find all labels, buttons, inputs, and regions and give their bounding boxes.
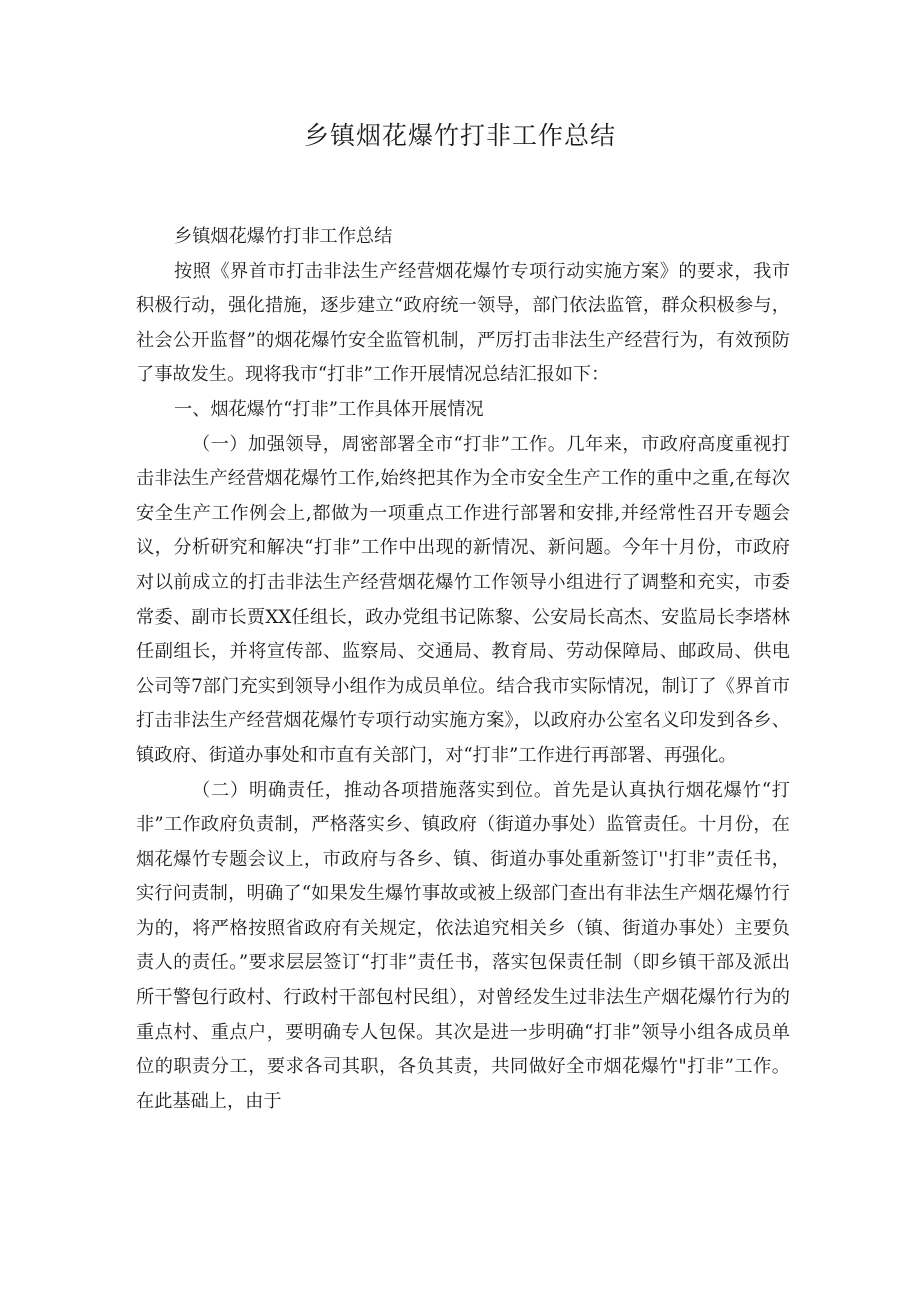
section-heading: 一、烟花爆竹“打非”工作具体开展情况 [174,398,484,420]
body-paragraph: （一）加强领导，周密部署全市“打非”工作。几年来，市政府高度重视打击非法生产经营烟花爆竹工作,始终把其作为全市安全生产工作的重中之重,在每次安全生产工作例会上,都做为一项重点工作进行部署和安排,并经常性召开专题会议，分析研究和解决“打非”工作中出现的新情况、新问题。今年十月份，市政府对以前成立的打击非法生产经营烟花爆竹工作领导小组进行了调整和充实，市委常委、副市长贾XX任组长，政办党组书记陈黎、公安局长高杰、安监局长李塔林任副组长，并将宣传部、监察局、交通局、教育局、劳动保障局、邮政局、供电公司等7部门充实到领导小组作为成员单位。结合我市实际情况，制订了《界首市打击非法生产经营烟花爆竹专项行动实施方案》，以政府办公室名义印发到各乡、镇政府、街道办事处和市直有关部门，对“打非”工作进行再部署、再强化。 [136,433,790,766]
intro-paragraph: 按照《界首市打击非法生产经营烟花爆竹专项行动实施方案》的要求，我市积极行动，强化措施，逐步建立“政府统一领导，部门依法监管，群众积极参与，社会公开监督”的烟花爆竹安全监管机制，严厉打击非法生产经营行为，有效预防了事故发生。现将我市“打非”工作开展情况总结汇报如下： [136,260,790,386]
document-title: 乡镇烟花爆竹打非工作总结 [303,121,616,150]
document-body [136,220,790,1119]
subtitle-paragraph: 乡镇烟花爆竹打非工作总结 [174,226,393,247]
body-paragraph: （二）明确责任，推动各项措施落实到位。首先是认真执行烟花爆竹“打非”工作政府负责制，严格落实乡、镇政府（街道办事处）监管责任。十月份，在烟花爆竹专题会议上，市政府与各乡、镇、街道办事处重新签订''打非”责任书，实行问责制，明确了“如果发生爆竹事故或被上级部门查出有非法生产烟花爆竹行为的，将严格按照省政府有关规定，依法追究相关乡（镇、街道办事处）主要负责人的责任。”要求层层签订“打非”责任书，落实包保责任制（即乡镇干部及派出所干警包行政村、行政村干部包村民组），对曾经发生过非法生产烟花爆竹行为的重点村、重点户，要明确专人包保。其次是进一步明确“打非”领导小组各成员单位的职责分工，要求各司其职，各负其责，共同做好全市烟花爆竹"打非”工作。在此基础上，由于 [136,779,790,1112]
